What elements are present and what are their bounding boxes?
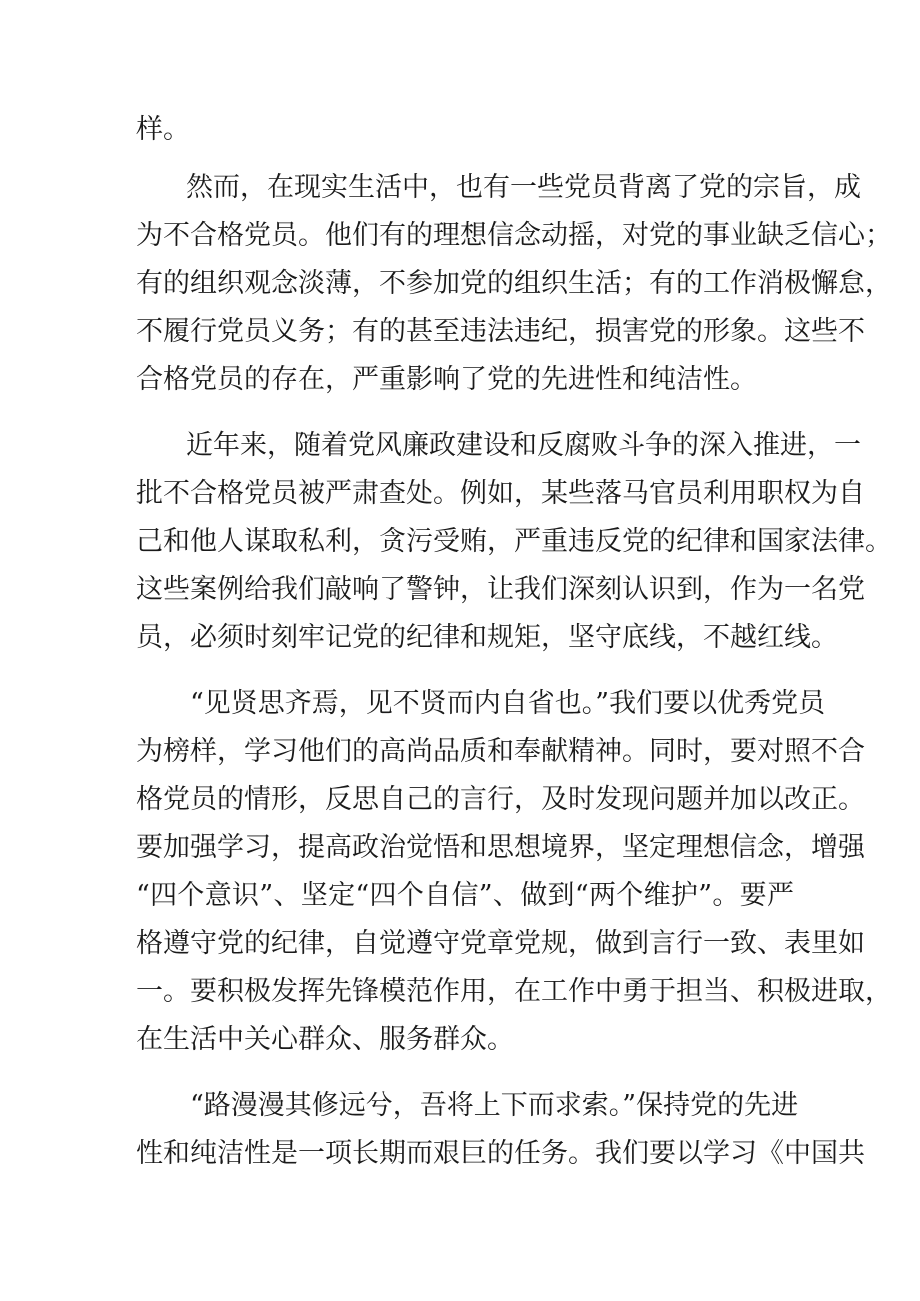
text-line: 批不合格党员被严肃查处。例如，某些落马官员利用职权为自 [136, 478, 865, 509]
text-line: “路漫漫其修远兮，吾将上下而求索。”保持党的先进 [190, 1090, 799, 1121]
text-line: 近年来，随着党风廉政建设和反腐败斗争的深入推进，一 [186, 430, 861, 461]
text-line: 合格党员的存在，严重影响了党的先进性和纯洁性。 [136, 364, 757, 395]
text-line: 有的组织观念淡薄，不参加党的组织生活；有的工作消极懈怠， [136, 268, 892, 299]
text-line: 要加强学习，提高政治觉悟和思想境界，坚定理想信念，增强 [136, 832, 865, 863]
text-line: 格遵守党的纪律，自觉遵守党章党规，做到言行一致、表里如 [136, 928, 865, 959]
text-line: 己和他人谋取私利，贪污受贿，严重违反党的纪律和国家法律。 [136, 526, 892, 557]
text-line: 为榜样，学习他们的高尚品质和奉献精神。同时，要对照不合 [136, 736, 865, 767]
text-line: 性和纯洁性是一项长期而艰巨的任务。我们要以学习《中国共 [136, 1138, 865, 1169]
text-line: 这些案例给我们敲响了警钟，让我们深刻认识到，作为一名党 [136, 574, 865, 605]
text-line: “见贤思齐焉，见不贤而内自省也。”我们要以优秀党员 [190, 688, 826, 719]
text-line: 为不合格党员。他们有的理想信念动摇，对党的事业缺乏信心； [136, 220, 892, 251]
text-line: 一。要积极发挥先锋模范作用，在工作中勇于担当、积极进取， [136, 976, 892, 1007]
text-line: 员，必须时刻牢记党的纪律和规矩，坚守底线，不越红线。 [136, 622, 838, 653]
text-line: 然而，在现实生活中，也有一些党员背离了党的宗旨，成 [186, 172, 861, 203]
text-line: 样。 [136, 114, 190, 145]
text-line: “四个意识”、坚定“四个自信”、做到“两个维护”。要严 [136, 880, 794, 911]
text-line: 不履行党员义务；有的甚至违法违纪，损害党的形象。这些不 [136, 316, 865, 347]
text-line: 在生活中关心群众、服务群众。 [136, 1024, 514, 1055]
text-line: 格党员的情形，反思自己的言行，及时发现问题并加以改正。 [136, 784, 865, 815]
